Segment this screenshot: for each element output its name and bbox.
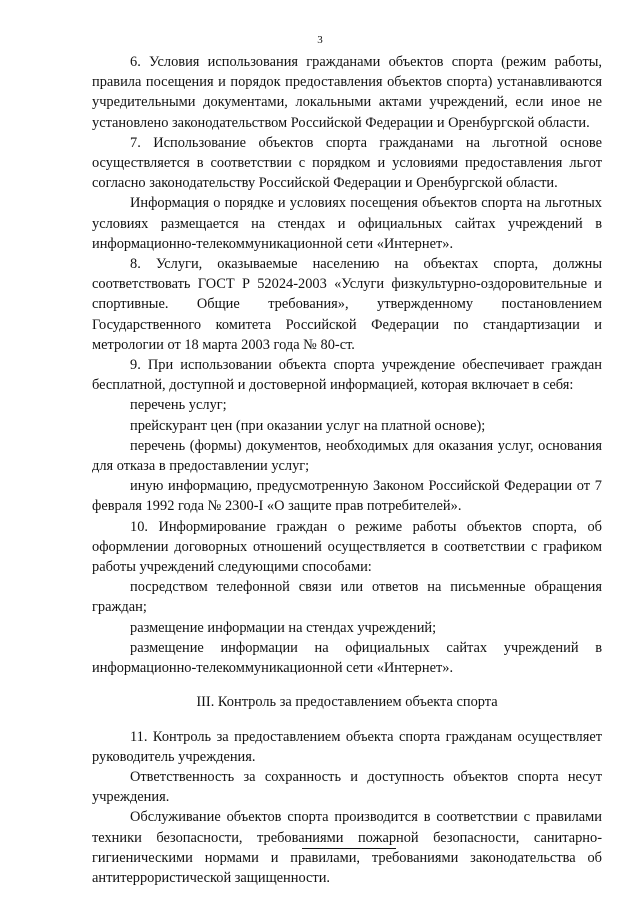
- paragraph-responsibility: Ответственность за сохранность и доступность объектов спорта несут учреждения.: [92, 768, 602, 806]
- list-item-websites: размещение информации на официальных сайтах учреждений в информационно-телекоммуникационной сети «Интернет».: [92, 639, 602, 677]
- page-number: 3: [317, 34, 323, 46]
- list-item-documents: перечень (формы) документов, необходимых для оказания услуг, основания для отказа в предоставлении услуг;: [92, 437, 602, 475]
- paragraph-8: 8. Услуги, оказываемые населению на объектах спорта, должны соответствовать ГОСТ Р 52024-2003 «Услуги физкультурно-оздоровительные и спортивные. Общие требования», утвержденному постановлением Государственного комитета Российской Федерации по стандартизации и метрологии от 18 марта 2003 года № 80-ст.: [92, 256, 602, 353]
- paragraph-10: 10. Информирование граждан о режиме работы объектов спорта, об оформлении договорных отношений осуществляется в соответствии с графиком работы учреждений следующими способами:: [92, 518, 602, 576]
- document-body: [92, 52, 602, 888]
- paragraph-9: 9. При использовании объекта спорта учреждение обеспечивает граждан бесплатной, доступной и достоверной информацией, которая включает в себя:: [92, 357, 602, 394]
- paragraph-7: 7. Использование объектов спорта гражданами на льготной основе осуществляется в соответствии с порядком и условиями предоставления льгот согласно законодательству Российской Федерации и Оренбургской области.: [92, 134, 602, 192]
- list-item-stands: размещение информации на стендах учреждений;: [130, 619, 437, 636]
- list-item-phone: посредством телефонной связи или ответов на письменные обращения граждан;: [92, 579, 602, 616]
- paragraph-7-info: Информация о порядке и условиях посещения объектов спорта на льготных условиях размещается на стендах и официальных сайтах учреждений в информационно-телекоммуникационной сети «Интернет».: [92, 195, 602, 252]
- paragraph-11: 11. Контроль за предоставлением объекта спорта гражданам осуществляет руководитель учреждения.: [92, 728, 602, 765]
- section-heading: III. Контроль за предоставлением объекта спорта: [196, 694, 498, 711]
- list-item-services: перечень услуг;: [130, 397, 227, 414]
- end-separator-line: [302, 848, 396, 849]
- paragraph-maintenance: Обслуживание объектов спорта производится в соответствии с правилами техники безопасности, требованиями пожарной безопасности, санитарно-гигиеническими нормами и правилами, требованиями законодательства об антитеррористической защищенности.: [92, 809, 602, 886]
- list-item-other-info: иную информацию, предусмотренную Законом Российской Федерации от 7 февраля 1992 года № 2300-I «О защите прав потребителей».: [92, 478, 602, 515]
- paragraph-6: 6. Условия использования гражданами объектов спорта (режим работы, правила посещения и порядок предоставления объектов спорта) устанавливаются учредительными документами, локальными актами учреждений, если иное не установлено законодательством Российской Федерации и Оренбургской области.: [92, 54, 602, 131]
- list-item-prices: прейскурант цен (при оказании услуг на платной основе);: [130, 417, 486, 434]
